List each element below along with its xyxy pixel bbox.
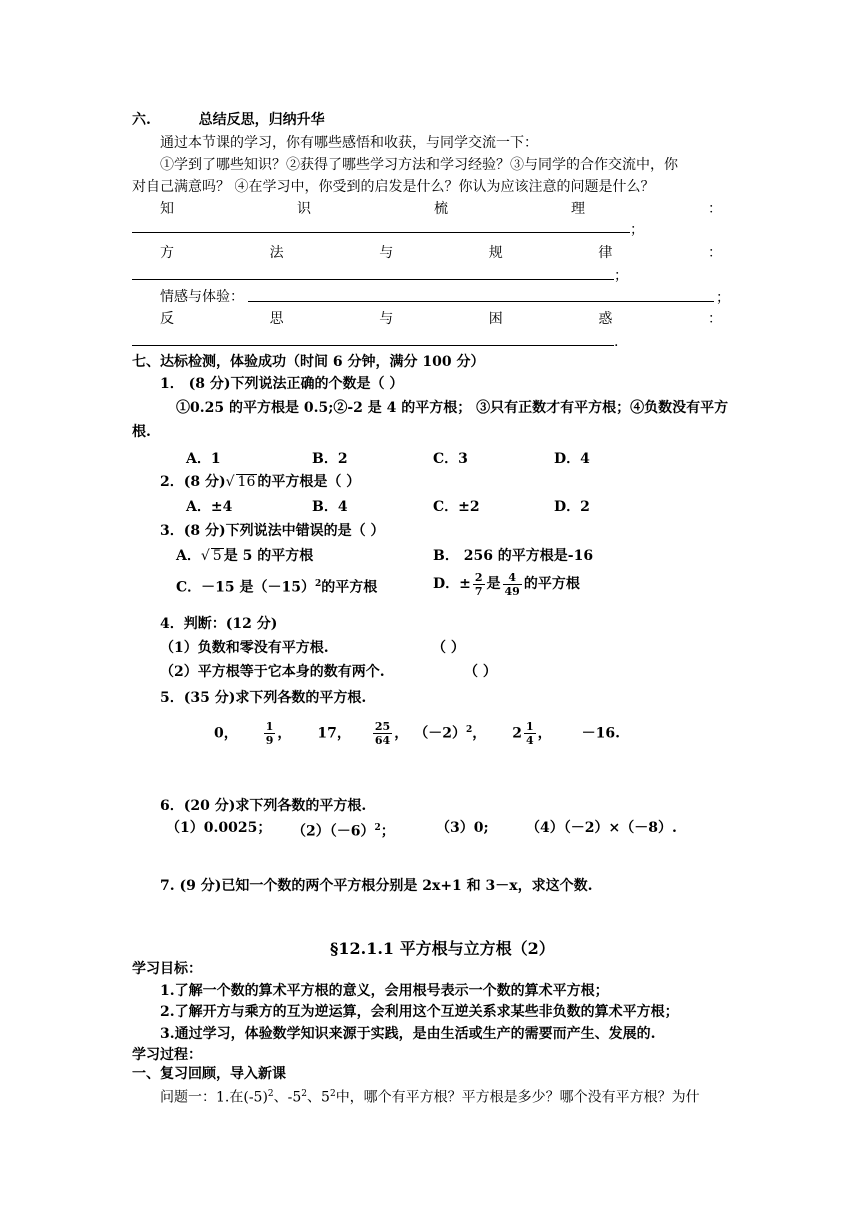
knowledge-summary-end: ； [630, 222, 644, 238]
q2-stem: 2．(8 分)√ 16 的平方根是（ ） [160, 474, 361, 490]
q4-stem: 4．判断：(12 分) [160, 616, 278, 632]
learning-goal-3: 3.通过学习，体验数学知识来源于实践，是由生活或生产的需要而产生、发展的. [160, 1026, 656, 1042]
methods-rules-blank[interactable] [132, 279, 614, 280]
section-7-title: 七、达标检测，体验成功（时间 6 分钟，满分 100 分） [132, 354, 485, 370]
q4-answer-1[interactable]: （ ） [432, 640, 465, 656]
q6-part-1: （1）0.0025； [166, 820, 272, 836]
q7-stem: 7. (9 分)已知一个数的两个平方根分别是 2x+1 和 3－x，求这个数. [160, 878, 593, 894]
fraction: $\frac{25}{64}$ [374, 720, 391, 748]
section-6-intro: 通过本节课的学习，你有哪些感悟和收获，与同学交流一下： [160, 135, 538, 151]
q4-answer-2[interactable]: （ ） [464, 664, 497, 680]
q2-option-b[interactable]: B．4 [312, 499, 348, 515]
q1-statements-cont: 根. [132, 424, 151, 440]
q4-statement-1: （1）负数和零没有平方根. [160, 640, 329, 656]
fraction: $\frac{1}{9}$ [265, 720, 274, 748]
methods-rules-label: 方 法 与 规 律 ： [160, 245, 722, 261]
knowledge-summary-label: 知 识 梳 理 ： [160, 201, 722, 217]
q6-part-3: （3）0; [436, 820, 489, 836]
radical-sign-icon: √ [200, 548, 210, 564]
section-6-questions-line1: ①学到了哪些知识？②获得了哪些学习方法和学习经验？③与同学的合作交流中，你 [160, 157, 678, 173]
q2-option-c[interactable]: C．±2 [433, 499, 480, 515]
learning-process-heading: 学习过程： [132, 1047, 202, 1063]
problem-1: 问题一：1.在$(-5)^2$、$-5^2$、$5^2$中，哪个有平方根？平方根是多少？哪个没有平方根？为什 [160, 1089, 700, 1106]
methods-rules-end: ； [614, 268, 628, 284]
q6-part-4: （4）（－2）×（－8）. [526, 820, 677, 836]
feelings-end: ； [716, 290, 730, 306]
q2-radicand: 16 [237, 474, 256, 490]
q1-stem: 1． (8 分)下列说法正确的个数是（ ） [160, 376, 404, 392]
q2-option-d[interactable]: D．2 [554, 499, 590, 515]
q1-option-c[interactable]: C．3 [433, 451, 468, 467]
section-6-heading [132, 110, 325, 130]
q3-option-c[interactable]: C．－15 是$(-15)^2$的平方根 [176, 579, 378, 596]
fraction: $\frac{1}{4}$ [525, 720, 534, 748]
knowledge-summary-blank[interactable] [132, 232, 630, 233]
reflection-end: . [614, 334, 619, 350]
q4-statement-2: （2）平方根等于它本身的数有两个. [160, 664, 385, 680]
q5-stem: 5．(35 分)求下列各数的平方根. [160, 690, 367, 706]
reflection-label: 反 思 与 困 惑 ： [160, 311, 722, 327]
q5-items: 0， $\frac{1}{9}$ ， 17， $\frac{25}{64}$ ， $(-2)^2$， 2 $\frac{1}{4}$ ， －16. [214, 720, 620, 748]
section-6-number: 六. [132, 112, 151, 128]
q3-option-a[interactable]: A．√ 5 是 5 的平方根 [176, 548, 314, 564]
reflection-blank[interactable] [132, 345, 614, 346]
learning-goal-2: 2.了解开方与乘方的互为逆运算，会利用这个互逆关系求某些非负数的算术平方根； [160, 1004, 679, 1020]
learning-goals-heading: 学习目标： [132, 961, 202, 977]
q2-option-a[interactable]: A．±4 [186, 499, 233, 515]
q6-part-2: $(2)(-6)^2$； [292, 823, 395, 840]
section-6-title: 总结反思，归纳升华 [198, 112, 325, 128]
feelings-blank[interactable] [248, 301, 714, 302]
q3-stem: 3．(8 分)下列说法中错误的是（ ） [160, 523, 385, 539]
section-6-questions-line2: 对自己满意吗？ ④在学习中，你受到的启发是什么？你认为应该注意的问题是什么？ [132, 179, 655, 195]
learning-goal-1: 1.了解一个数的算术平方根的意义，会用根号表示一个数的算术平方根； [160, 983, 609, 999]
q3-option-d[interactable]: D．± $\frac{2}{7}$ 是 $\frac{4}{49}$ 的平方根 [433, 570, 580, 598]
review-heading: 一、复习回顾，导入新课 [132, 1066, 286, 1082]
q6-stem: 6．(20 分)求下列各数的平方根. [160, 798, 367, 814]
fraction: $\frac{4}{49}$ [504, 570, 520, 598]
q3-option-b[interactable]: B． 256 的平方根是-16 [433, 548, 594, 564]
q1-option-a[interactable]: A．1 [186, 451, 221, 467]
q1-option-d[interactable]: D．4 [554, 451, 590, 467]
q1-statements: ①0.25 的平方根是 0.5;②-2 是 4 的平方根； ③只有正数才有平方根；④负数没有平方 [176, 400, 729, 416]
lesson-2-title: §12.1.1 平方根与立方根（2） [330, 939, 555, 958]
feelings-label: 情感与体验： [160, 289, 244, 305]
radical-sign-icon: √ [225, 474, 235, 490]
q1-option-b[interactable]: B．2 [312, 451, 348, 467]
fraction: $\frac{2}{7}$ [474, 570, 483, 598]
